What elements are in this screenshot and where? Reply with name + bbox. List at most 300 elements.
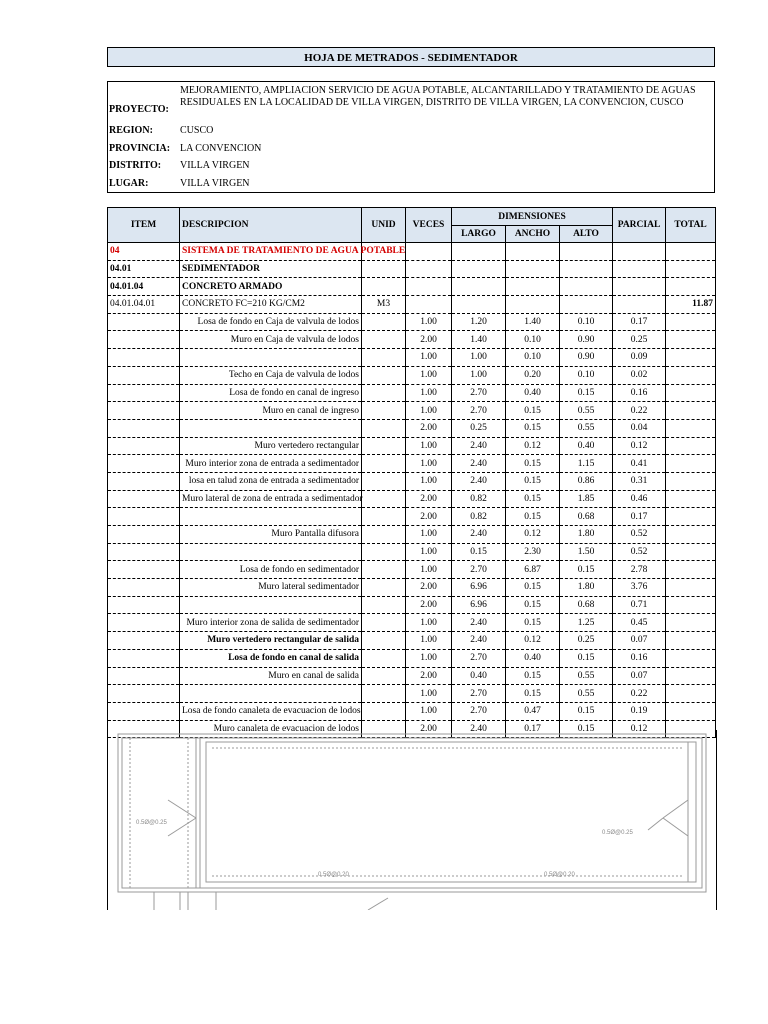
cell-largo: 2.40 bbox=[452, 437, 506, 455]
cell-desc: Muro vertedero rectangular de salida bbox=[180, 632, 362, 650]
cell-ancho: 0.12 bbox=[506, 632, 560, 650]
cell-item bbox=[108, 702, 180, 720]
cell-alto: 0.10 bbox=[560, 366, 613, 384]
provincia-label: PROVINCIA bbox=[109, 143, 167, 154]
cell-parcial: 0.17 bbox=[613, 508, 666, 526]
cell-alto bbox=[560, 278, 613, 296]
cell-veces: 2.00 bbox=[406, 331, 452, 349]
cell-item: 04 bbox=[108, 243, 180, 261]
metrados-rows bbox=[108, 243, 716, 738]
header-veces: VECES bbox=[406, 208, 452, 243]
cell-alto: 1.85 bbox=[560, 490, 613, 508]
cell-total bbox=[666, 313, 716, 331]
header-alto: ALTO bbox=[560, 226, 613, 243]
drawing-label-bottom-left: 0.5Ø@0.20 bbox=[318, 872, 349, 878]
sheet-title: HOJA DE METRADOS - SEDIMENTADOR bbox=[107, 47, 715, 67]
cell-parcial bbox=[613, 243, 666, 261]
cell-item bbox=[108, 331, 180, 349]
cell-ancho bbox=[506, 243, 560, 261]
cell-parcial: 0.25 bbox=[613, 331, 666, 349]
cell-desc: Muro Pantalla difusora bbox=[180, 526, 362, 544]
cell-largo bbox=[452, 296, 506, 314]
cell-alto: 0.15 bbox=[560, 720, 613, 738]
cell-parcial: 0.04 bbox=[613, 419, 666, 437]
cell-ancho: 0.15 bbox=[506, 614, 560, 632]
cell-ancho: 0.15 bbox=[506, 508, 560, 526]
cell-veces: 1.00 bbox=[406, 455, 452, 473]
cell-parcial: 0.52 bbox=[613, 543, 666, 561]
table-row bbox=[108, 685, 716, 703]
cell-desc: Muro en Caja de valvula de lodos bbox=[180, 331, 362, 349]
provincia-row: PROVINCIA: LA CONVENCION bbox=[109, 143, 262, 154]
cell-item bbox=[108, 579, 180, 597]
table-row bbox=[108, 667, 716, 685]
cell-largo: 1.00 bbox=[452, 366, 506, 384]
cell-parcial: 0.52 bbox=[613, 526, 666, 544]
cell-parcial: 0.17 bbox=[613, 313, 666, 331]
cell-alto bbox=[560, 260, 613, 278]
cell-parcial bbox=[613, 278, 666, 296]
cell-total bbox=[666, 526, 716, 544]
cell-unid bbox=[362, 579, 406, 597]
cell-item bbox=[108, 472, 180, 490]
table-row bbox=[108, 331, 716, 349]
cell-alto: 0.68 bbox=[560, 508, 613, 526]
cell-parcial: 0.45 bbox=[613, 614, 666, 632]
cell-total bbox=[666, 366, 716, 384]
cell-total bbox=[666, 579, 716, 597]
cell-veces bbox=[406, 278, 452, 296]
cell-total bbox=[666, 596, 716, 614]
cell-parcial: 3.76 bbox=[613, 579, 666, 597]
cell-unid bbox=[362, 596, 406, 614]
cell-parcial: 0.12 bbox=[613, 720, 666, 738]
cell-total bbox=[666, 649, 716, 667]
cell-ancho: 1.40 bbox=[506, 313, 560, 331]
cell-total bbox=[666, 614, 716, 632]
cell-total bbox=[666, 667, 716, 685]
cell-alto: 1.80 bbox=[560, 579, 613, 597]
cell-item bbox=[108, 490, 180, 508]
cell-total bbox=[666, 685, 716, 703]
cell-desc: Losa de fondo en canal de ingreso bbox=[180, 384, 362, 402]
lugar-label: LUGAR bbox=[109, 178, 146, 189]
cell-unid bbox=[362, 260, 406, 278]
cell-ancho: 0.20 bbox=[506, 366, 560, 384]
cell-largo: 2.40 bbox=[452, 614, 506, 632]
cell-unid bbox=[362, 313, 406, 331]
cell-item bbox=[108, 455, 180, 473]
cell-veces: 1.00 bbox=[406, 349, 452, 367]
cell-veces: 1.00 bbox=[406, 526, 452, 544]
table-row bbox=[108, 702, 716, 720]
cell-unid bbox=[362, 508, 406, 526]
cell-total bbox=[666, 437, 716, 455]
cell-ancho: 0.15 bbox=[506, 490, 560, 508]
table-row bbox=[108, 508, 716, 526]
cell-desc: Muro en canal de ingreso bbox=[180, 402, 362, 420]
cell-parcial: 2.78 bbox=[613, 561, 666, 579]
cell-item bbox=[108, 526, 180, 544]
cell-largo: 6.96 bbox=[452, 579, 506, 597]
cell-veces: 2.00 bbox=[406, 720, 452, 738]
cell-unid bbox=[362, 702, 406, 720]
cell-total bbox=[666, 331, 716, 349]
cell-item bbox=[108, 402, 180, 420]
table-row bbox=[108, 278, 716, 296]
cell-total bbox=[666, 455, 716, 473]
cell-item bbox=[108, 419, 180, 437]
cell-desc: Losa de fondo en Caja de valvula de lodos bbox=[180, 313, 362, 331]
cell-largo: 0.25 bbox=[452, 419, 506, 437]
cell-veces bbox=[406, 260, 452, 278]
cell-unid bbox=[362, 472, 406, 490]
metrados-table-wrap bbox=[107, 207, 715, 738]
cell-desc: CONCRETO FC=210 KG/CM2 bbox=[180, 296, 362, 314]
distrito-label: DISTRITO bbox=[109, 160, 158, 171]
cell-parcial: 0.02 bbox=[613, 366, 666, 384]
cell-unid bbox=[362, 331, 406, 349]
cell-ancho bbox=[506, 260, 560, 278]
cell-alto: 0.55 bbox=[560, 402, 613, 420]
cell-alto: 1.15 bbox=[560, 455, 613, 473]
cell-veces: 1.00 bbox=[406, 543, 452, 561]
table-row bbox=[108, 526, 716, 544]
cell-veces: 2.00 bbox=[406, 490, 452, 508]
cell-alto bbox=[560, 243, 613, 261]
cell-total bbox=[666, 508, 716, 526]
cell-parcial: 0.12 bbox=[613, 437, 666, 455]
cell-parcial: 0.16 bbox=[613, 384, 666, 402]
cell-veces: 1.00 bbox=[406, 313, 452, 331]
cell-unid bbox=[362, 437, 406, 455]
cell-largo: 2.40 bbox=[452, 455, 506, 473]
cell-item: 04.01 bbox=[108, 260, 180, 278]
cell-alto: 0.15 bbox=[560, 384, 613, 402]
cell-total bbox=[666, 561, 716, 579]
cell-ancho: 0.17 bbox=[506, 720, 560, 738]
cell-ancho: 0.10 bbox=[506, 349, 560, 367]
cell-veces: 1.00 bbox=[406, 366, 452, 384]
cell-unid bbox=[362, 561, 406, 579]
cell-largo: 2.70 bbox=[452, 685, 506, 703]
cell-alto: 0.10 bbox=[560, 313, 613, 331]
header-descripcion: DESCRIPCION bbox=[180, 208, 362, 243]
cell-veces: 1.00 bbox=[406, 614, 452, 632]
cell-parcial: 0.41 bbox=[613, 455, 666, 473]
cell-alto: 0.86 bbox=[560, 472, 613, 490]
cell-largo: 2.40 bbox=[452, 526, 506, 544]
cell-parcial: 0.22 bbox=[613, 402, 666, 420]
cell-unid bbox=[362, 526, 406, 544]
cell-total bbox=[666, 349, 716, 367]
cell-total bbox=[666, 260, 716, 278]
cell-total bbox=[666, 702, 716, 720]
cell-total: 11.87 bbox=[666, 296, 716, 314]
cell-largo bbox=[452, 278, 506, 296]
cell-unid bbox=[362, 402, 406, 420]
table-row bbox=[108, 437, 716, 455]
cell-parcial: 0.16 bbox=[613, 649, 666, 667]
proyecto-value: MEJORAMIENTO, AMPLIACION SERVICIO DE AGUA POTABLE, ALCANTARILLADO Y TRATAMIENTO DE AGUAS RESIDUALES EN LA LOCALIDAD DE VILLA VIRGEN, DISTRITO DE VILLA VIRGEN, LA CONVENCION, CUSCO bbox=[180, 85, 696, 108]
cell-unid bbox=[362, 366, 406, 384]
cell-largo bbox=[452, 260, 506, 278]
cell-desc: SISTEMA DE TRATAMIENTO DE AGUA POTABLE bbox=[180, 243, 362, 261]
cell-total bbox=[666, 402, 716, 420]
cell-total bbox=[666, 384, 716, 402]
header-item: ITEM bbox=[108, 208, 180, 243]
cell-desc: Muro lateral de zona de entrada a sedimentador bbox=[180, 490, 362, 508]
table-row bbox=[108, 632, 716, 650]
lugar-value: VILLA VIRGEN bbox=[180, 178, 250, 189]
metrados-table bbox=[107, 207, 716, 738]
cell-unid bbox=[362, 490, 406, 508]
cell-largo: 1.40 bbox=[452, 331, 506, 349]
cell-veces: 2.00 bbox=[406, 579, 452, 597]
cell-ancho bbox=[506, 296, 560, 314]
cell-largo: 0.15 bbox=[452, 543, 506, 561]
region-row: REGION: CUSCO bbox=[109, 125, 214, 136]
distrito-row: DISTRITO: VILLA VIRGEN bbox=[109, 160, 250, 171]
cell-alto: 0.68 bbox=[560, 596, 613, 614]
cell-total bbox=[666, 543, 716, 561]
cell-largo: 2.70 bbox=[452, 649, 506, 667]
cell-item bbox=[108, 649, 180, 667]
cell-ancho: 2.30 bbox=[506, 543, 560, 561]
table-row bbox=[108, 490, 716, 508]
cell-desc bbox=[180, 419, 362, 437]
cell-alto: 0.25 bbox=[560, 632, 613, 650]
region-label: REGION bbox=[109, 125, 150, 136]
cell-item bbox=[108, 543, 180, 561]
lugar-row: LUGAR: VILLA VIRGEN bbox=[109, 178, 250, 189]
table-row bbox=[108, 649, 716, 667]
cell-item bbox=[108, 508, 180, 526]
cell-parcial: 0.07 bbox=[613, 632, 666, 650]
table-row bbox=[108, 384, 716, 402]
cell-alto: 0.55 bbox=[560, 685, 613, 703]
header-dimensiones: DIMENSIONES bbox=[452, 208, 613, 226]
proyecto-row: PROYECTO: MEJORAMIENTO, AMPLIACION SERVICIO DE AGUA POTABLE, ALCANTARILLADO Y TRATAMIENTO DE AGUAS RESIDUALES EN LA LOCALIDAD DE VILLA VIRGEN, DISTRITO DE VILLA VIRGEN, LA CONVENCION, CUSCO bbox=[108, 96, 714, 124]
cell-unid bbox=[362, 649, 406, 667]
cell-desc: CONCRETO ARMADO bbox=[180, 278, 362, 296]
cell-parcial: 0.31 bbox=[613, 472, 666, 490]
cell-largo: 2.40 bbox=[452, 472, 506, 490]
cell-alto: 0.55 bbox=[560, 667, 613, 685]
cell-alto: 1.25 bbox=[560, 614, 613, 632]
cell-item bbox=[108, 667, 180, 685]
cell-parcial bbox=[613, 296, 666, 314]
cell-desc: Techo en Caja de valvula de lodos bbox=[180, 366, 362, 384]
cell-veces: 1.00 bbox=[406, 437, 452, 455]
cell-unid bbox=[362, 614, 406, 632]
table-row bbox=[108, 296, 716, 314]
table-row bbox=[108, 472, 716, 490]
cell-ancho: 0.12 bbox=[506, 526, 560, 544]
plan-drawing-svg bbox=[108, 730, 716, 910]
header-total: TOTAL bbox=[666, 208, 716, 243]
cell-desc bbox=[180, 685, 362, 703]
cell-desc: Muro en canal de salida bbox=[180, 667, 362, 685]
cell-alto: 0.40 bbox=[560, 437, 613, 455]
cell-ancho: 6.87 bbox=[506, 561, 560, 579]
cell-veces bbox=[406, 243, 452, 261]
cell-largo: 2.70 bbox=[452, 402, 506, 420]
drawing-label-bottom-right: 0.5Ø@0.20 bbox=[544, 872, 575, 878]
project-info bbox=[107, 81, 715, 193]
cell-parcial: 0.71 bbox=[613, 596, 666, 614]
cell-largo: 1.20 bbox=[452, 313, 506, 331]
cell-veces: 2.00 bbox=[406, 508, 452, 526]
cell-veces bbox=[406, 296, 452, 314]
cell-veces: 1.00 bbox=[406, 685, 452, 703]
cell-largo: 0.82 bbox=[452, 508, 506, 526]
cell-unid bbox=[362, 419, 406, 437]
cell-item bbox=[108, 366, 180, 384]
cell-ancho: 0.12 bbox=[506, 437, 560, 455]
cell-desc: Losa de fondo en canal de salida bbox=[180, 649, 362, 667]
cell-parcial: 0.22 bbox=[613, 685, 666, 703]
cell-largo: 2.70 bbox=[452, 384, 506, 402]
cell-unid bbox=[362, 384, 406, 402]
cell-total bbox=[666, 472, 716, 490]
table-row bbox=[108, 614, 716, 632]
cell-parcial: 0.46 bbox=[613, 490, 666, 508]
cell-desc: Losa de fondo canaleta de evacuacion de lodos bbox=[180, 702, 362, 720]
cell-desc: Muro vertedero rectangular bbox=[180, 437, 362, 455]
cell-total bbox=[666, 490, 716, 508]
cell-alto: 1.80 bbox=[560, 526, 613, 544]
proyecto-label: PROYECTO bbox=[109, 104, 166, 115]
cell-alto: 0.15 bbox=[560, 561, 613, 579]
cell-largo: 0.82 bbox=[452, 490, 506, 508]
cell-veces: 1.00 bbox=[406, 402, 452, 420]
provincia-value: LA CONVENCION bbox=[180, 143, 262, 154]
table-row bbox=[108, 561, 716, 579]
cell-ancho: 0.47 bbox=[506, 702, 560, 720]
table-row bbox=[108, 419, 716, 437]
cell-item bbox=[108, 614, 180, 632]
cell-ancho: 0.15 bbox=[506, 402, 560, 420]
cell-veces: 1.00 bbox=[406, 384, 452, 402]
cell-ancho: 0.15 bbox=[506, 579, 560, 597]
cell-item bbox=[108, 685, 180, 703]
cell-desc: Muro canaleta de evacuacion de lodos bbox=[180, 720, 362, 738]
cell-unid bbox=[362, 349, 406, 367]
cell-desc: Muro lateral sedimentador bbox=[180, 579, 362, 597]
drawing-label-right: 0.5Ø@0.25 bbox=[602, 830, 633, 836]
cell-veces: 1.00 bbox=[406, 472, 452, 490]
cell-item: 04.01.04.01 bbox=[108, 296, 180, 314]
cell-alto bbox=[560, 296, 613, 314]
cell-ancho: 0.15 bbox=[506, 685, 560, 703]
cell-ancho: 0.40 bbox=[506, 649, 560, 667]
header-ancho: ANCHO bbox=[506, 226, 560, 243]
cell-alto: 1.50 bbox=[560, 543, 613, 561]
table-row bbox=[108, 260, 716, 278]
cell-desc bbox=[180, 349, 362, 367]
table-row bbox=[108, 579, 716, 597]
cell-item bbox=[108, 632, 180, 650]
cell-alto: 0.15 bbox=[560, 649, 613, 667]
cell-veces: 2.00 bbox=[406, 596, 452, 614]
cell-desc: losa en talud zona de entrada a sedimentador bbox=[180, 472, 362, 490]
cell-unid bbox=[362, 278, 406, 296]
cell-desc bbox=[180, 508, 362, 526]
plan-drawing bbox=[107, 730, 717, 910]
table-row bbox=[108, 349, 716, 367]
cell-desc: SEDIMENTADOR bbox=[180, 260, 362, 278]
cell-unid bbox=[362, 667, 406, 685]
drawing-label-left: 0.5Ø@0.25 bbox=[136, 820, 167, 826]
region-value: CUSCO bbox=[180, 125, 214, 136]
cell-ancho bbox=[506, 278, 560, 296]
cell-desc: Muro interior zona de entrada a sedimentador bbox=[180, 455, 362, 473]
table-row bbox=[108, 543, 716, 561]
header-largo: LARGO bbox=[452, 226, 506, 243]
distrito-value: VILLA VIRGEN bbox=[180, 160, 250, 171]
table-row bbox=[108, 402, 716, 420]
cell-unid bbox=[362, 455, 406, 473]
cell-total bbox=[666, 243, 716, 261]
table-row bbox=[108, 243, 716, 261]
cell-veces: 2.00 bbox=[406, 419, 452, 437]
cell-unid bbox=[362, 543, 406, 561]
cell-desc: Losa de fondo en sedimentador bbox=[180, 561, 362, 579]
cell-parcial: 0.09 bbox=[613, 349, 666, 367]
cell-parcial: 0.19 bbox=[613, 702, 666, 720]
cell-alto: 0.90 bbox=[560, 349, 613, 367]
cell-largo: 1.00 bbox=[452, 349, 506, 367]
cell-ancho: 0.15 bbox=[506, 419, 560, 437]
table-row bbox=[108, 366, 716, 384]
cell-ancho: 0.15 bbox=[506, 472, 560, 490]
cell-total bbox=[666, 419, 716, 437]
cell-parcial bbox=[613, 260, 666, 278]
table-row bbox=[108, 455, 716, 473]
cell-veces: 1.00 bbox=[406, 702, 452, 720]
cell-item: 04.01.04 bbox=[108, 278, 180, 296]
cell-ancho: 0.15 bbox=[506, 455, 560, 473]
cell-alto: 0.55 bbox=[560, 419, 613, 437]
table-row bbox=[108, 596, 716, 614]
cell-desc bbox=[180, 596, 362, 614]
cell-alto: 0.15 bbox=[560, 702, 613, 720]
cell-total bbox=[666, 278, 716, 296]
cell-unid: M3 bbox=[362, 296, 406, 314]
cell-veces: 2.00 bbox=[406, 667, 452, 685]
cell-unid bbox=[362, 632, 406, 650]
cell-desc bbox=[180, 543, 362, 561]
cell-largo: 6.96 bbox=[452, 596, 506, 614]
cell-alto: 0.90 bbox=[560, 331, 613, 349]
cell-item bbox=[108, 561, 180, 579]
cell-ancho: 0.40 bbox=[506, 384, 560, 402]
cell-total bbox=[666, 632, 716, 650]
cell-veces: 1.00 bbox=[406, 561, 452, 579]
cell-item bbox=[108, 437, 180, 455]
cell-largo bbox=[452, 243, 506, 261]
cell-ancho: 0.10 bbox=[506, 331, 560, 349]
cell-ancho: 0.15 bbox=[506, 596, 560, 614]
cell-item bbox=[108, 596, 180, 614]
cell-ancho: 0.15 bbox=[506, 667, 560, 685]
cell-largo: 2.70 bbox=[452, 702, 506, 720]
table-row bbox=[108, 313, 716, 331]
cell-desc: Muro interior zona de salida de sedimentador bbox=[180, 614, 362, 632]
cell-largo: 0.40 bbox=[452, 667, 506, 685]
cell-largo: 2.40 bbox=[452, 720, 506, 738]
